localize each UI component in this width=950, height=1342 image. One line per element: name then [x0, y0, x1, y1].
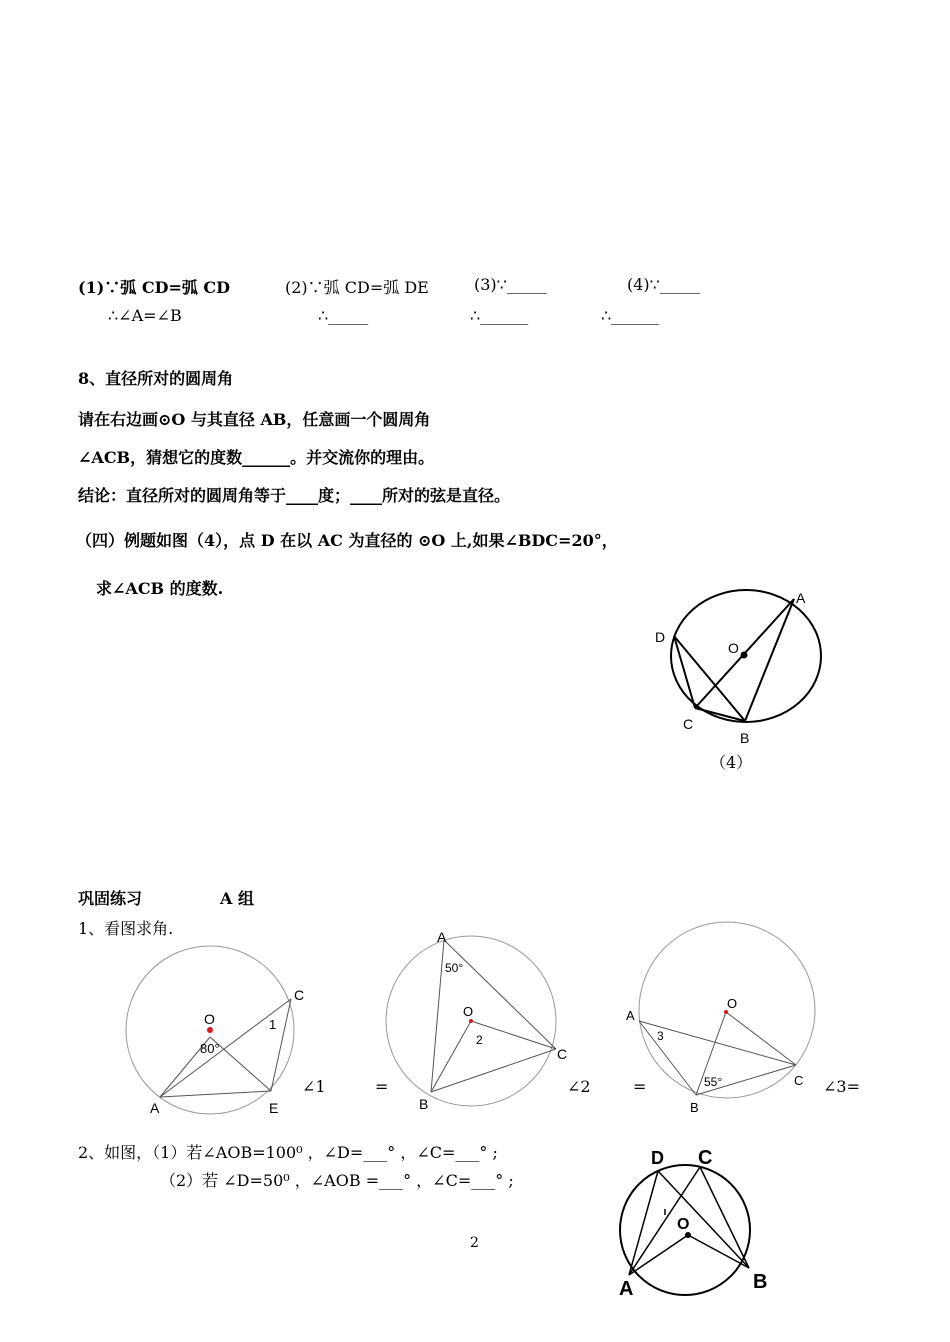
- practice-q2-line-2: （2）若 ∠D=50⁰ ，∠AOB =___° ，∠C=___° ;: [160, 1171, 514, 1190]
- figure-4: [650, 585, 850, 755]
- reason-2-conclusion: ∴_____: [318, 306, 369, 325]
- practice-group: A 组: [220, 889, 254, 908]
- example-line-2: 求∠ACB 的度数.: [96, 579, 224, 598]
- figure-4-label-d: D: [655, 629, 666, 645]
- practice-figure-2-angle: 50°: [445, 961, 464, 975]
- practice-figure-3-angle: 55°: [704, 1075, 723, 1089]
- section-8-conclusion: 结论：直径所对的圆周角等于____度；____所对的弦是直径。: [78, 486, 511, 505]
- practice-figure-1: [120, 945, 320, 1125]
- page-number: 2: [470, 1235, 479, 1251]
- practice-q1: 1、看图求角.: [78, 919, 174, 938]
- reason-2-premise: (2)∵弧 CD=弧 DE: [285, 278, 429, 297]
- practice-figure-3-label-a: A: [626, 1008, 635, 1023]
- reason-3-conclusion: ∴______: [470, 306, 529, 325]
- practice-figure-4-label-a: A: [619, 1278, 634, 1300]
- practice-figure-1-label-o: O: [204, 1011, 215, 1027]
- practice-figure-2-answer: ∠2: [567, 1077, 591, 1096]
- practice-title: 巩固练习: [78, 889, 143, 908]
- practice-figure-1-answer: ∠1: [302, 1077, 326, 1096]
- practice-figure-3-label-o: O: [727, 996, 738, 1011]
- practice-figure-1-label-e: E: [269, 1100, 279, 1116]
- practice-figure-1-center-dot: [207, 1027, 213, 1033]
- example-line-1: （四）例题如图（4），点 D 在以 AC 为直径的 ⊙O 上,如果∠BDC=20°，: [76, 531, 618, 550]
- practice-figure-3-label-c: C: [794, 1073, 804, 1088]
- practice-figure-1-angle: 80°: [200, 1041, 220, 1056]
- practice-figure-4-label-b: B: [753, 1271, 768, 1293]
- practice-figure-2-label-c: C: [557, 1046, 568, 1062]
- practice-q2-line-1: 2、如图，（1）若∠AOB=100⁰ ，∠D=___° ，∠C=___° ;: [78, 1143, 498, 1162]
- section-8-title: 8、直径所对的圆周角: [78, 369, 234, 388]
- section-8-line-2: ∠ACB，猜想它的度数______。并交流你的理由。: [78, 448, 435, 467]
- figure-4-caption: （4）: [710, 753, 753, 772]
- practice-figure-2-label-b: B: [419, 1096, 429, 1112]
- practice-figure-1-num: 1: [269, 1017, 277, 1032]
- figure-4-label-b: B: [740, 730, 750, 746]
- figure-4-center-dot: [741, 652, 748, 659]
- practice-figure-1-label-c: C: [294, 987, 305, 1003]
- reason-4-conclusion: ∴______: [601, 306, 660, 325]
- practice-figure-3: [620, 915, 840, 1115]
- practice-figure-2-eq: =: [633, 1077, 647, 1096]
- practice-figure-3-num: 3: [657, 1029, 664, 1043]
- practice-figure-2-num: 2: [476, 1033, 483, 1047]
- practice-figure-4-label-c: C: [698, 1147, 713, 1169]
- practice-figure-4-label-o: O: [677, 1216, 690, 1233]
- practice-figure-2: [385, 925, 585, 1115]
- practice-figure-2-label-a: A: [437, 929, 447, 945]
- figure-4-label-o: O: [728, 640, 739, 656]
- reason-1-premise: (1)∵弧 CD=弧 CD: [78, 278, 231, 297]
- section-8-line-1: 请在右边画⊙O 与其直径 AB，任意画一个圆周角: [78, 410, 431, 429]
- reason-3-premise: (3)∵_____: [474, 275, 547, 294]
- practice-figure-3-answer: ∠3=: [823, 1077, 860, 1096]
- reason-4-premise: (4)∵_____: [627, 275, 700, 294]
- practice-figure-4: [615, 1140, 785, 1310]
- practice-figure-4-label-d: D: [651, 1148, 664, 1168]
- practice-figure-1-label-a: A: [150, 1100, 160, 1116]
- practice-figure-3-label-b: B: [690, 1100, 699, 1115]
- practice-figure-1-eq: =: [375, 1077, 389, 1096]
- figure-4-label-a: A: [796, 590, 806, 606]
- figure-4-label-c: C: [683, 716, 694, 732]
- reason-1-conclusion: ∴∠A=∠B: [108, 306, 182, 325]
- practice-figure-2-center-dot: [469, 1019, 473, 1023]
- practice-figure-2-label-o: O: [463, 1004, 474, 1019]
